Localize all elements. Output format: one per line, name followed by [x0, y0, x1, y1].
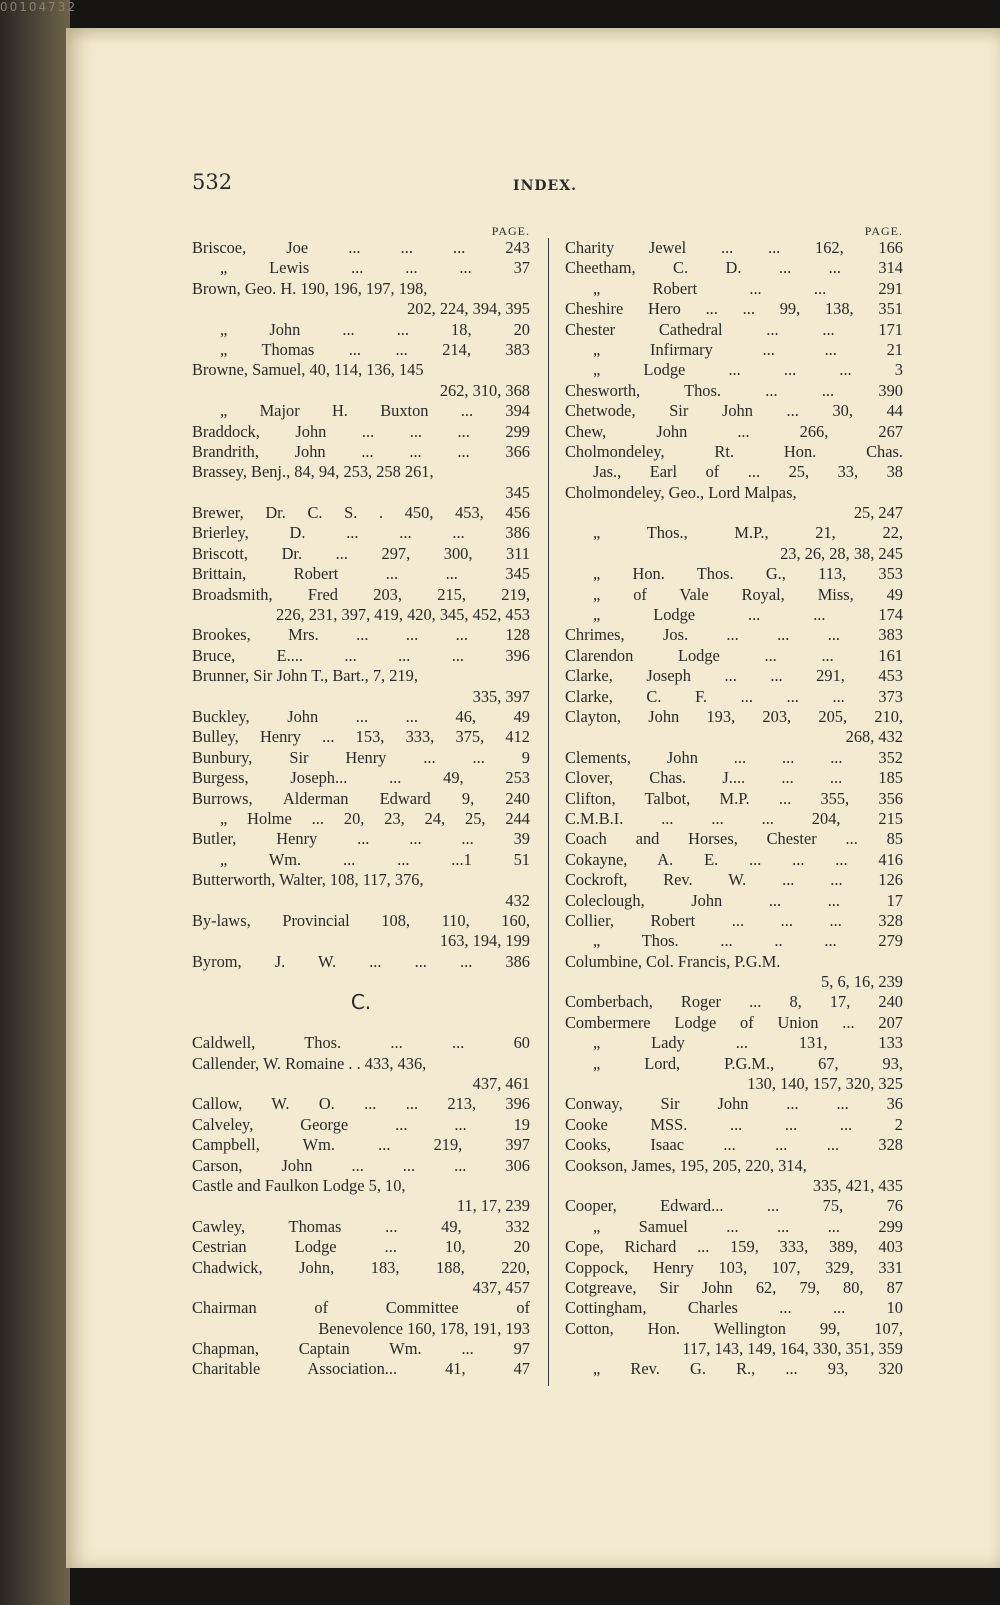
- index-entry-line: Cheetham, C. D. ... ... 314: [565, 258, 903, 278]
- scan-label: 00104732: [0, 0, 78, 14]
- index-entry-line: Calveley, George ... ... 19: [192, 1114, 530, 1134]
- index-entry-line: 262, 310, 368: [439, 380, 530, 400]
- index-entry-line: Clements, John ... ... ... 352: [565, 747, 903, 767]
- index-entry-line: Brown, Geo. H. 190, 196, 197, 198,: [192, 278, 428, 298]
- index-entry-line: 345: [505, 482, 530, 502]
- index-entry-line: „ Major H. Buxton ... 394: [220, 401, 530, 421]
- index-entry-line: Charity Jewel ... ... 162, 166: [565, 238, 903, 257]
- page-number: 532: [192, 170, 233, 194]
- index-entry-line: 130, 140, 157, 320, 325: [747, 1074, 903, 1094]
- index-entry-line: 437, 461: [472, 1074, 530, 1094]
- index-entry-line: „ Thomas ... ... 214, 383: [220, 339, 530, 359]
- index-entry-line: Clarendon Lodge ... ... 161: [565, 645, 903, 665]
- index-entry-line: Bunbury, Sir Henry ... ... 9: [192, 747, 530, 767]
- index-entry-line: Cestrian Lodge ... 10, 20: [192, 1237, 530, 1257]
- index-entry-line: Castle and Faulkon Lodge 5, 10,: [192, 1175, 406, 1195]
- index-entry-line: Conway, Sir John ... ... 36: [565, 1094, 903, 1114]
- index-entry-line: Brewer, Dr. C. S. . 450, 453, 456: [192, 503, 530, 523]
- index-entry-line: Clarke, C. F. ... ... ... 373: [565, 686, 903, 706]
- index-column-right: [565, 224, 903, 1380]
- index-entry-line: „ Hon. Thos. G., 113, 353: [593, 564, 903, 584]
- index-entry-line: Jas., Earl of ... 25, 33, 38: [593, 462, 903, 482]
- index-entry-line: „ Lord, P.G.M., 67, 93,: [593, 1053, 903, 1073]
- index-entry-line: 117, 143, 149, 164, 330, 351, 359: [682, 1339, 903, 1359]
- index-entry-line: Cheshire Hero ... ... 99, 138, 351: [565, 299, 903, 319]
- page-title: INDEX.: [513, 178, 577, 194]
- index-entry-line: [192, 1013, 530, 1033]
- index-entry-line: Cotton, Hon. Wellington 99, 107,: [565, 1318, 903, 1338]
- index-entry-line: Benevolence 160, 178, 191, 193: [318, 1318, 530, 1338]
- index-entry-line: Coppock, Henry 103, 107, 329, 331: [565, 1257, 903, 1277]
- column-header-page: PAGE.: [491, 224, 530, 238]
- index-entry-line: Cooke MSS. ... ... ... 2: [565, 1114, 903, 1134]
- index-entry-line: 202, 224, 394, 395: [407, 299, 530, 319]
- index-entry-line: Chrimes, Jos. ... ... ... 383: [565, 625, 903, 645]
- index-entry-line: 226, 231, 397, 419, 420, 345, 452, 453: [275, 605, 530, 625]
- index-entry-line: Collier, Robert ... ... ... 328: [565, 910, 903, 930]
- index-entry-line: Brittain, Robert ... ... 345: [192, 564, 530, 584]
- index-entry-line: Brookes, Mrs. ... ... ... 128: [192, 625, 530, 645]
- index-entry-line: Cotgreave, Sir John 62, 79, 80, 87: [565, 1277, 903, 1297]
- index-entry-line: Cokayne, A. E. ... ... ... 416: [565, 849, 903, 869]
- index-entry-line: Combermere Lodge of Union ... 207: [565, 1012, 903, 1032]
- index-entry-line: 163, 194, 199: [439, 931, 530, 951]
- index-entry-line: Comberbach, Roger ... 8, 17, 240: [565, 992, 903, 1012]
- index-entry-line: C.M.B.I. ... ... ... 204, 215: [565, 808, 903, 828]
- index-entry-line: Coach and Horses, Chester ... 85: [565, 829, 903, 849]
- index-entries-left: [192, 238, 530, 1380]
- index-entry-line: Briscoe, Joe ... ... ... 243: [192, 238, 530, 257]
- index-entry-line: Chew, John ... 266, 267: [565, 421, 903, 441]
- index-entry-line: Buckley, John ... ... 46, 49: [192, 706, 530, 726]
- index-entry-line: Broadsmith, Fred 203, 215, 219,: [192, 584, 530, 604]
- index-entry-line: „ Robert ... ... 291: [593, 278, 903, 298]
- index-entry-line: Brandrith, John ... ... ... 366: [192, 441, 530, 461]
- index-entry-line: „ Lady ... 131, 133: [593, 1033, 903, 1053]
- index-entry-line: „ Holme ... 20, 23, 24, 25, 244: [220, 808, 530, 828]
- index-entry-line: Bruce, E.... ... ... ... 396: [192, 645, 530, 665]
- index-entry-line: Clayton, John 193, 203, 205, 210,: [565, 706, 903, 726]
- index-entry-line: Campbell, Wm. ... 219, 397: [192, 1135, 530, 1155]
- index-entry-line: 25, 247: [853, 503, 903, 523]
- index-entry-line: [192, 972, 530, 992]
- column-header-page: PAGE.: [864, 224, 903, 238]
- index-entry-line: „ Lodge ... ... 174: [593, 605, 903, 625]
- index-entry-line: „ John ... ... 18, 20: [220, 319, 530, 339]
- index-entry-line: 335, 397: [472, 686, 530, 706]
- index-entry-line: Cookson, James, 195, 205, 220, 314,: [565, 1155, 807, 1175]
- index-entry-line: Carson, John ... ... ... 306: [192, 1155, 530, 1175]
- index-entry-line: Cooks, Isaac ... ... ... 328: [565, 1135, 903, 1155]
- index-entry-line: Caldwell, Thos. ... ... 60: [192, 1033, 530, 1053]
- index-entry-line: Columbine, Col. Francis, P.G.M.: [565, 951, 781, 971]
- section-letter: C.: [350, 990, 372, 1015]
- index-entry-line: Brierley, D. ... ... ... 386: [192, 523, 530, 543]
- book-spine-edge: [0, 0, 70, 1605]
- index-entry-line: Callender, W. Romaine . . 433, 436,: [192, 1053, 427, 1073]
- index-entry-line: By-laws, Provincial 108, 110, 160,: [192, 910, 530, 930]
- index-entry-line: 5, 6, 16, 239: [821, 972, 903, 992]
- index-entry-line: „ of Vale Royal, Miss, 49: [593, 584, 903, 604]
- index-entry-line: Charitable Association... 41, 47: [192, 1359, 530, 1379]
- index-entry-line: Chadwick, John, 183, 188, 220,: [192, 1257, 530, 1277]
- index-entry-line: Coleclough, John ... ... 17: [565, 890, 903, 910]
- index-entry-line: Cooper, Edward... ... 75, 76: [565, 1196, 903, 1216]
- index-entry-line: Chairman of Committee of: [192, 1298, 530, 1318]
- index-entry-line: „ Wm. ... ... ...1 51: [220, 849, 530, 869]
- index-entry-line: 432: [505, 890, 530, 910]
- index-entry-line: „ Rev. G. R., ... 93, 320: [593, 1359, 903, 1379]
- index-entry-line: 437, 457: [472, 1277, 530, 1297]
- index-entry-line: Chester Cathedral ... ... 171: [565, 319, 903, 339]
- index-entry-line: „ Thos., M.P., 21, 22,: [593, 523, 903, 543]
- index-entry-line: 335, 421, 435: [812, 1175, 903, 1195]
- index-entry-line: 23, 26, 28, 38, 245: [780, 543, 903, 563]
- index-entry-line: Cawley, Thomas ... 49, 332: [192, 1216, 530, 1236]
- index-entry-line: Chetwode, Sir John ... 30, 44: [565, 401, 903, 421]
- index-entry-line: Callow, W. O. ... ... 213, 396: [192, 1094, 530, 1114]
- index-entry-line: „ Samuel ... ... ... 299: [593, 1216, 903, 1236]
- index-entry-line: Burrows, Alderman Edward 9, 240: [192, 788, 530, 808]
- index-entry-line: Chapman, Captain Wm. ... 97: [192, 1339, 530, 1359]
- index-entry-line: Chesworth, Thos. ... ... 390: [565, 380, 903, 400]
- column-divider: [548, 238, 549, 1386]
- index-entry-line: Braddock, John ... ... ... 299: [192, 421, 530, 441]
- index-entry-line: „ Thos. ... .. ... 279: [593, 931, 903, 951]
- index-entry-line: Burgess, Joseph... ... 49, 253: [192, 768, 530, 788]
- index-entry-line: Cholmondeley, Rt. Hon. Chas.: [565, 441, 903, 461]
- index-entry-line: Cockroft, Rev. W. ... ... 126: [565, 870, 903, 890]
- index-entry-line: „ Infirmary ... ... 21: [593, 339, 903, 359]
- index-entry-line: Cholmondeley, Geo., Lord Malpas,: [565, 482, 797, 502]
- index-entry-line: Brunner, Sir John T., Bart., 7, 219,: [192, 666, 418, 686]
- index-entry-line: Cope, Richard ... 159, 333, 389, 403: [565, 1237, 903, 1257]
- index-entry-line: Browne, Samuel, 40, 114, 136, 145: [192, 360, 424, 380]
- index-entry-line: Butterworth, Walter, 108, 117, 376,: [192, 870, 424, 890]
- index-entry-line: Bulley, Henry ... 153, 333, 375, 412: [192, 727, 530, 747]
- index-entry-line: 268, 432: [845, 727, 903, 747]
- index-entry-line: „ Lewis ... ... ... 37: [220, 258, 530, 278]
- index-entry-line: Cottingham, Charles ... ... 10: [565, 1298, 903, 1318]
- index-entries-right: [565, 238, 903, 1380]
- index-entry-line: Clarke, Joseph ... ... 291, 453: [565, 666, 903, 686]
- index-entry-line: Brassey, Benj., 84, 94, 253, 258 261,: [192, 462, 434, 482]
- index-entry-line: Briscott, Dr. ... 297, 300, 311: [192, 543, 530, 563]
- index-entry-line: „ Lodge ... ... ... 3: [593, 360, 903, 380]
- index-column-left: [192, 224, 530, 1380]
- index-entry-line: Butler, Henry ... ... ... 39: [192, 829, 530, 849]
- index-entry-line: Byrom, J. W. ... ... ... 386: [192, 951, 530, 971]
- index-entry-line: 11, 17, 239: [456, 1196, 530, 1216]
- index-entry-line: Clifton, Talbot, M.P. ... 355, 356: [565, 788, 903, 808]
- index-entry-line: Clover, Chas. J.... ... ... 185: [565, 768, 903, 788]
